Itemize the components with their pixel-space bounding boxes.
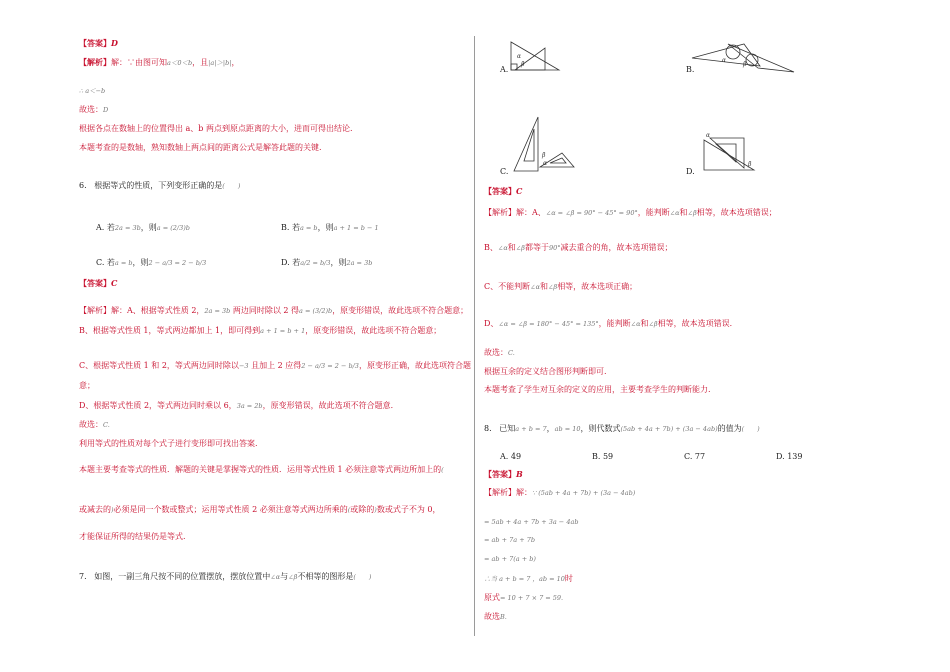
q5-therefore: ∴ a＜−b — [79, 87, 106, 95]
analysis-text: 且加上 2 应得 — [248, 361, 302, 370]
analysis-text: C、不能判断 — [484, 282, 531, 291]
beta-label: β — [521, 61, 525, 68]
math-expr: ∠α = ∠β = 90° − 45° = 90° — [545, 209, 638, 217]
q8-stem — [484, 424, 760, 434]
analysis-text: 【解析】解：A、 — [484, 208, 546, 217]
q6-note1: 利用等式的性质对每个式子进行变形即可找出答案. — [79, 439, 258, 448]
math-expr: ∠β — [515, 244, 525, 252]
beta-label: β — [542, 152, 546, 159]
analysis-text: ，原变形错误，故此选项不符合题意． — [262, 401, 399, 410]
q8-choose — [484, 612, 507, 622]
q6-note2 — [79, 465, 444, 475]
analysis-text: 相等，故本选项正确； — [557, 282, 638, 291]
analysis-text: ，且 — [192, 58, 209, 67]
analysis-text: 减去重合的角，故本选项错误； — [560, 243, 673, 252]
analysis-text: D、根据等式性质 2，等式两边同时乘以 6， — [79, 401, 237, 410]
analysis-text: 【解析】解：A、根据等式性质 2， — [79, 306, 205, 315]
analysis-text: ，原变形错误，故此选项不符合题意； — [332, 306, 469, 315]
question-text: 已知 — [499, 424, 516, 433]
q7-analysis-a — [484, 208, 777, 218]
math-expr: a = b — [299, 224, 318, 232]
analysis-text: 原式 — [484, 593, 500, 602]
math-expr: a/2 = b/3 — [300, 259, 331, 267]
analysis-text: 两边同时除以 2 得 — [230, 306, 300, 315]
analysis-text: ，能判断 — [598, 319, 631, 328]
math-expr: a = (2/3)b — [156, 224, 190, 232]
q8-option-c: C. 77 — [684, 452, 706, 461]
answer-paren: ( ) — [741, 425, 760, 433]
q6-stem — [79, 181, 240, 191]
math-expr: ∠α — [497, 244, 508, 252]
q7-analysis-c — [484, 282, 637, 292]
q6-analysis-a — [79, 306, 468, 316]
question-text: 的值为 — [717, 424, 742, 433]
q6-option-d — [281, 258, 372, 268]
q5-choose — [79, 105, 108, 115]
q5-analysis-line — [79, 57, 239, 68]
beta-label: β — [743, 61, 747, 68]
math-expr: ∠α = ∠β = 180° − 45° = 135° — [498, 320, 599, 328]
math-expr: a = b — [114, 259, 133, 267]
question-number: 8. — [484, 424, 492, 433]
q6-note3 — [79, 505, 440, 515]
option-label: C. 若 — [96, 258, 115, 267]
q7-answer-line — [484, 186, 522, 196]
math-expr: −3 — [238, 362, 249, 370]
math-expr: ab = 10 — [554, 425, 581, 433]
choose-text: 故选 — [484, 612, 500, 621]
analysis-text: 和 — [640, 319, 649, 328]
math-expr: a = (3/2)b — [299, 307, 333, 315]
choose-text: 故选： — [79, 420, 103, 429]
math-expr: a + b = 7 — [515, 425, 547, 433]
q5-answer-line — [79, 38, 118, 48]
q8-option-d: D. 139 — [776, 452, 803, 461]
option-text: ，则 — [317, 223, 334, 232]
math-expr: (5ab + 4a + 7b) + (3a − 4ab) — [620, 425, 718, 433]
alpha-label: α — [706, 132, 711, 139]
q6-option-b — [281, 223, 379, 233]
q6-analysis-c-cont: 意； — [79, 381, 95, 390]
q8-option-b: B. 59 — [592, 452, 614, 461]
figure-d — [700, 130, 760, 178]
math-expr: C. — [103, 421, 110, 429]
analysis-text: 相等，故本选项错误； — [696, 208, 777, 217]
column-divider — [474, 36, 475, 636]
figure-b — [688, 36, 798, 76]
math-expr: a＜0＜b — [167, 59, 193, 67]
q6-option-c — [96, 258, 206, 268]
math-expr: ∴当 a + b = 7 ，ab = 10 — [484, 575, 565, 583]
math-expr: B. — [500, 613, 507, 621]
math-expr: ∵ (5ab + 4a + 7b) + (3a − 4ab) — [532, 489, 636, 497]
analysis-text: B、根据等式性质 1，等式两边都加上 1，即可得到 — [79, 326, 261, 335]
math-expr: a + 1 = b − 1 — [333, 224, 379, 232]
analysis-text: B、 — [484, 243, 498, 252]
question-number: 6. — [79, 181, 87, 190]
analysis-text: ，原变形正确，故此选项符合题 — [358, 361, 471, 370]
math-expr: 2 − a/3 = 2 − b/3 — [148, 259, 207, 267]
q8-step-2: = ab + 7a + 7b — [484, 536, 536, 544]
option-label: D. 若 — [281, 258, 301, 267]
q6-choose — [79, 420, 110, 430]
figure-a — [505, 38, 565, 74]
answer-tag: 【答案】 — [484, 186, 516, 196]
analysis-text: 都等于 — [524, 243, 549, 252]
math-expr: D — [103, 106, 109, 114]
answer-letter: C — [111, 278, 118, 288]
triangle-45 — [710, 138, 744, 168]
math-expr: ( — [347, 506, 351, 514]
q6-analysis-b — [79, 326, 441, 336]
note-text: 数或式子不为 0， — [376, 505, 441, 514]
note-text: 必须是同一个数或整式；运用等式性质 2 必须注意等式两边所乘的 — [113, 505, 348, 514]
answer-letter: B — [516, 469, 523, 479]
analysis-text: D、 — [484, 319, 499, 328]
q7-analysis-d — [484, 319, 738, 329]
option-text: ，则 — [140, 223, 157, 232]
q8-answer-line — [484, 469, 523, 479]
analysis-text: 时 — [564, 574, 573, 583]
q8-step-3: = ab + 7(a + b) — [484, 555, 536, 563]
analysis-text: 【解析】解： — [484, 488, 532, 497]
answer-tag: 【答案】 — [79, 278, 111, 288]
q7-choose — [484, 348, 515, 358]
q8-step-5 — [484, 593, 563, 603]
q7-note2: 本题考查了学生对互余的定义的应用，主要考查学生的判断能力. — [484, 385, 711, 394]
note-text: 本题主要考查等式的性质．解题的关键是掌握等式的性质．运用等式性质 1 必须注意等式两边所加上的 — [79, 465, 442, 474]
question-text: ， — [546, 424, 555, 433]
math-expr: 2a = 3b — [114, 224, 141, 232]
q6-note4: 才能保证所得的结果仍是等式. — [79, 532, 186, 541]
q6-answer-line — [79, 278, 117, 288]
question-text: ，则代数式 — [580, 424, 621, 433]
math-expr: ∠β — [687, 209, 697, 217]
answer-paren: ( ) — [222, 182, 241, 190]
math-expr: C. — [508, 349, 515, 357]
figure-d-label: D. — [686, 167, 695, 176]
answer-tag: 【答案】 — [79, 38, 111, 48]
analysis-text: 相等，故本选项错误． — [657, 319, 738, 328]
math-expr: ∠α — [669, 209, 680, 217]
math-expr: ∠β — [648, 320, 658, 328]
q5-note1: 根据各点在数轴上的位置得出 a、b 两点到原点距离的大小，进而可得出结论. — [79, 124, 353, 133]
analysis-text: 和 — [679, 208, 688, 217]
math-expr: 3a = 2b — [236, 402, 263, 410]
triangle-45-inner — [716, 144, 736, 162]
math-expr: = 10 + 7 × 7 = 59. — [500, 594, 564, 602]
math-expr: ) — [111, 506, 114, 514]
analysis-text: ，能判断 — [637, 208, 670, 217]
q8-analysis — [484, 488, 635, 498]
question-text: 如图，一副三角尺按不同的位置摆放，摆放位置中 — [94, 572, 271, 581]
option-text: ，则 — [330, 258, 347, 267]
option-label: A. 若 — [96, 223, 115, 232]
answer-letter: C — [516, 186, 523, 196]
math-expr: 2a = 3b — [346, 259, 373, 267]
q6-analysis-d — [79, 401, 399, 411]
triangle-30 — [514, 117, 538, 171]
q7-note1: 根据互余的定义结合图形判断即可. — [484, 367, 607, 376]
math-expr: ∠α — [530, 283, 540, 291]
triangle-45 — [728, 44, 794, 72]
answer-paren: ( ) — [353, 573, 372, 581]
q7-analysis-b — [484, 243, 672, 253]
figure-c-label: C. — [500, 167, 509, 176]
math-expr: ∠β — [547, 283, 558, 291]
option-label: B. 若 — [281, 223, 300, 232]
answer-letter: D — [111, 38, 118, 48]
option-text: ，则 — [132, 258, 149, 267]
analysis-text: 解：∵由图可知 — [111, 58, 167, 67]
analysis-text: 和 — [507, 243, 516, 252]
analysis-text: ，原变形错误，故此选项不符合题意； — [305, 326, 442, 335]
alpha-label: α — [517, 53, 522, 60]
q6-analysis-c — [79, 361, 471, 371]
figure-a-label: A. — [500, 65, 509, 74]
choose-text: 故选： — [484, 348, 508, 357]
q5-note2: 本题考查的是数轴，熟知数轴上两点间的距离公式是解答此题的关键. — [79, 143, 322, 152]
alpha-label: α — [722, 57, 727, 64]
math-expr: a + 1 = b + 1 — [260, 327, 306, 335]
math-expr: ( — [441, 466, 444, 474]
math-expr: ∠β — [288, 573, 298, 581]
question-text: 与 — [280, 572, 289, 581]
math-expr: ) — [374, 506, 377, 514]
math-expr: 2a = 3b — [204, 307, 231, 315]
q8-step-1: = 5ab + 4a + 7b + 3a − 4ab — [484, 518, 579, 526]
q7-stem — [79, 572, 371, 582]
beta-label: β — [748, 161, 752, 168]
figure-c — [510, 115, 576, 177]
note-text: 或除的 — [350, 505, 375, 514]
analysis-tag: 【解析】 — [79, 57, 111, 67]
question-text: 不相等的图形是 — [297, 572, 354, 581]
q8-option-a: A. 49 — [500, 452, 522, 461]
analysis-text: 和 — [539, 282, 548, 291]
math-expr: ∠α — [270, 573, 281, 581]
q6-option-a — [96, 223, 190, 233]
q8-step-4 — [484, 574, 573, 584]
choose-text: 故选： — [79, 105, 103, 114]
math-expr: ∠α — [630, 320, 641, 328]
note-text: 或减去的 — [79, 505, 111, 514]
figure-b-label: B. — [686, 65, 695, 74]
alpha-label: α — [543, 160, 548, 167]
math-expr: 2 − a/3 = 2 − b/3 — [301, 362, 359, 370]
answer-tag: 【答案】 — [484, 469, 516, 479]
question-text: 根据等式的性质，下列变形正确的是 — [94, 181, 223, 190]
analysis-text: C、根据等式性质 1 和 2，等式两边同时除以 — [79, 361, 239, 370]
question-number: 7. — [79, 572, 87, 581]
math-expr: 90° — [548, 244, 561, 252]
analysis-text: ， — [231, 58, 240, 67]
math-expr: |a|＞|b| — [208, 59, 232, 67]
